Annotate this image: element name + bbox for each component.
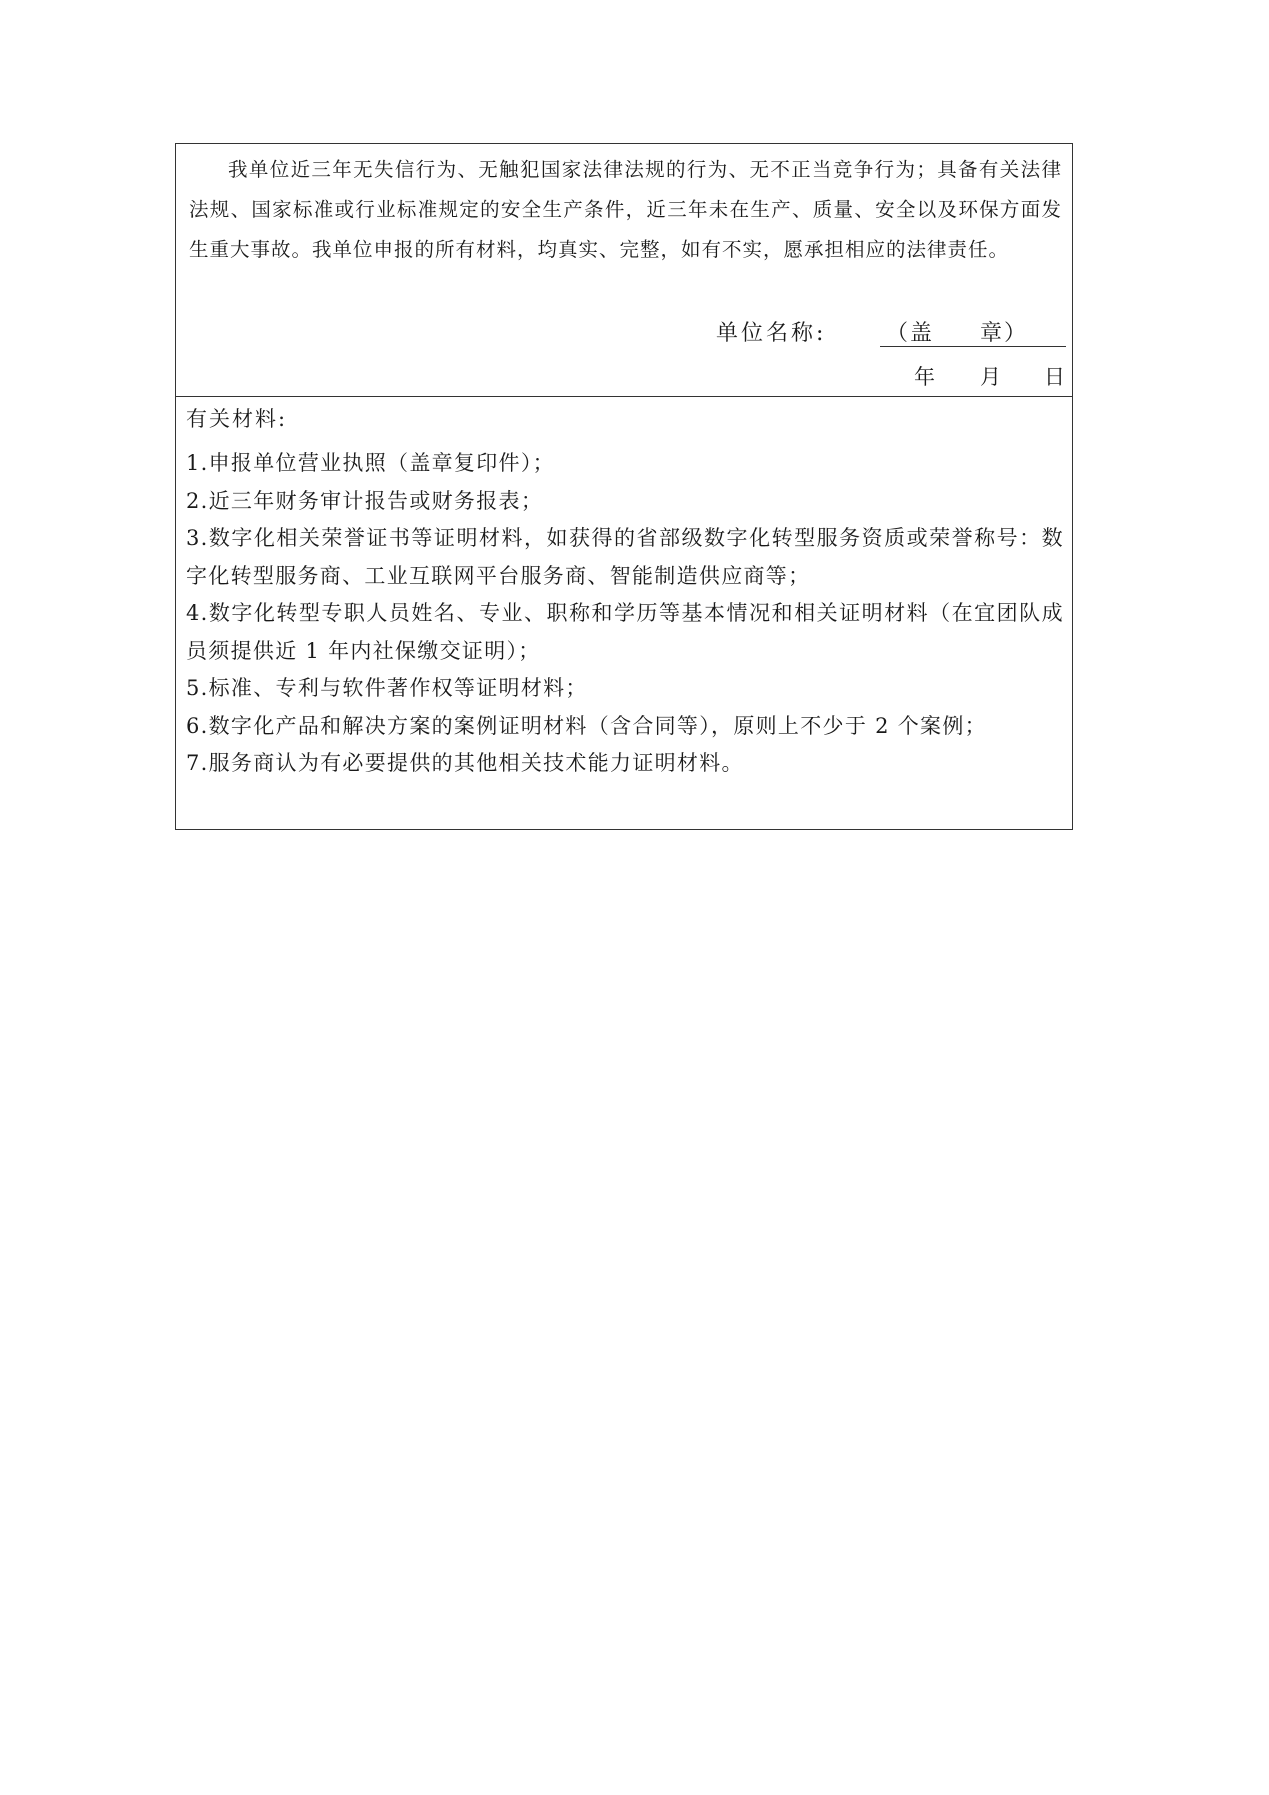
unit-name-label: 单位名称: [716,321,827,346]
seal-close-text: 章） [980,321,1029,346]
materials-list [186,445,1064,783]
materials-cell [176,397,1072,829]
materials-list-item: 2.近三年财务审计报告或财务报表； [186,488,544,513]
materials-list-item: 1.申报单位营业执照（盖章复印件）； [186,451,555,475]
declaration-form-table [175,143,1073,830]
seal-open-text: （盖 [886,321,935,346]
declaration-text: 我单位近三年无失信行为、无触犯国家法律法规的行为、无不正当竞争行为；具备有关法律法规、国家标准或行业标准规定的安全生产条件，近三年未在生产、质量、安全以及环保方面发生重大事故。我单位申报的所有材料，均真实、完整，如有不实，愿承担相应的法律责任。 [189,158,1062,261]
materials-title: 有关材料: [186,407,288,431]
materials-list-item: 5.标准、专利与软件著作权等证明材料； [186,676,588,700]
materials-list-item: 6.数字化产品和解决方案的案例证明材料（含合同等），原则上不少于 2 个案例； [186,713,987,738]
date-month-label: 月 [980,365,1001,389]
seal-signature-line [880,314,1066,347]
date-year-label: 年 [914,365,935,389]
materials-list-item: 4.数字化转型专职人员姓名、专业、职称和学历等基本情况和相关证明材料（在宜团队成员须提供近 1 年内社保缴交证明）； [186,601,1064,663]
materials-list-item: 7.服务商认为有必要提供的其他相关技术能力证明材料。 [186,751,744,775]
date-day-label: 日 [1044,365,1065,389]
materials-list-item: 3.数字化相关荣誉证书等证明材料，如获得的省部级数字化转型服务资质或荣誉称号：数字化转型服务商、工业互联网平台服务商、智能制造供应商等； [186,526,1064,588]
declaration-cell [176,144,1072,397]
